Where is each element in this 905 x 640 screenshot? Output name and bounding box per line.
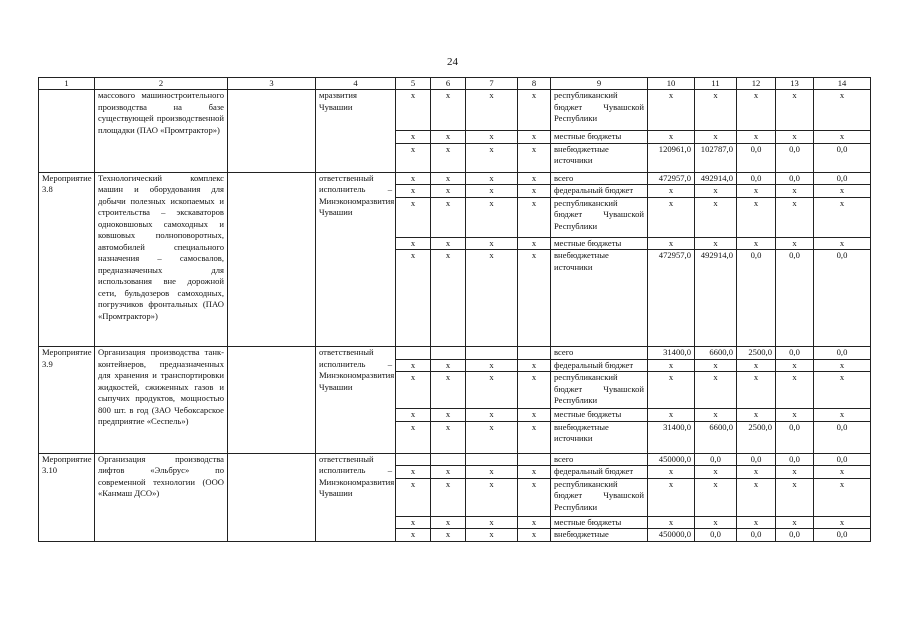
- value-cell: x: [648, 372, 695, 409]
- value-cell: 0,0: [695, 453, 737, 466]
- value-cell: 0,0: [776, 250, 814, 347]
- value-cell: 0,0: [814, 143, 871, 172]
- cell-x: x: [396, 90, 431, 131]
- activity-label: Мероприятие 3.8: [39, 172, 95, 347]
- cell-x: x: [466, 131, 518, 144]
- value-cell: x: [814, 478, 871, 516]
- cell-x: x: [431, 478, 466, 516]
- value-cell: 0,0: [737, 453, 776, 466]
- cell-x: x: [396, 237, 431, 250]
- value-cell: 0,0: [776, 347, 814, 360]
- value-cell: x: [776, 466, 814, 479]
- cell-x: x: [431, 372, 466, 409]
- funding-source: федеральный бюджет: [551, 359, 648, 372]
- cell-x: x: [396, 516, 431, 529]
- cell-x: x: [518, 478, 551, 516]
- value-cell: x: [695, 131, 737, 144]
- value-cell: 0,0: [776, 421, 814, 453]
- value-cell: x: [648, 466, 695, 479]
- value-cell: x: [776, 185, 814, 198]
- cell-x: x: [518, 197, 551, 237]
- value-cell: x: [737, 197, 776, 237]
- value-cell: 492914,0: [695, 250, 737, 347]
- cell-x: x: [466, 529, 518, 542]
- empty-cell: [228, 90, 316, 173]
- cell-x: x: [518, 237, 551, 250]
- value-cell: x: [776, 409, 814, 422]
- activity-label: Мероприятие 3.9: [39, 347, 95, 454]
- cell-x: x: [396, 359, 431, 372]
- activity-label: Мероприятие 3.10: [39, 453, 95, 541]
- value-cell: x: [776, 372, 814, 409]
- value-cell: x: [814, 185, 871, 198]
- funding-source: республиканский бюджет Чувашской Республики: [551, 478, 648, 516]
- column-number: 9: [551, 78, 648, 90]
- funding-source: местные бюджеты: [551, 516, 648, 529]
- column-number: 13: [776, 78, 814, 90]
- funding-source: внебюджетные: [551, 529, 648, 542]
- value-cell: x: [695, 197, 737, 237]
- cell-x: x: [396, 372, 431, 409]
- value-cell: 0,0: [814, 172, 871, 185]
- program-table: [38, 77, 871, 542]
- value-cell: x: [695, 466, 737, 479]
- value-cell: 6600,0: [695, 347, 737, 360]
- value-cell: 0,0: [695, 529, 737, 542]
- cell-x: x: [396, 421, 431, 453]
- value-cell: x: [737, 478, 776, 516]
- cell-x: x: [518, 143, 551, 172]
- cell-x: x: [518, 250, 551, 347]
- funding-source: всего: [551, 347, 648, 360]
- value-cell: x: [648, 90, 695, 131]
- cell-x: x: [431, 250, 466, 347]
- cell-x: x: [431, 143, 466, 172]
- cell-x: x: [518, 372, 551, 409]
- cell-x: x: [518, 359, 551, 372]
- value-cell: x: [695, 516, 737, 529]
- empty-cell: [466, 347, 518, 360]
- value-cell: x: [776, 197, 814, 237]
- table-row: [39, 453, 871, 466]
- column-number: 7: [466, 78, 518, 90]
- value-cell: x: [814, 466, 871, 479]
- empty-cell: [431, 453, 466, 466]
- cell-x: x: [431, 131, 466, 144]
- value-cell: 472957,0: [648, 250, 695, 347]
- column-number: 2: [95, 78, 228, 90]
- value-cell: 6600,0: [695, 421, 737, 453]
- empty-cell: [466, 453, 518, 466]
- value-cell: x: [695, 359, 737, 372]
- cell-x: x: [431, 516, 466, 529]
- value-cell: x: [814, 359, 871, 372]
- cell-x: x: [466, 516, 518, 529]
- cell-x: x: [431, 409, 466, 422]
- column-number: 11: [695, 78, 737, 90]
- value-cell: 472957,0: [648, 172, 695, 185]
- cell-x: x: [431, 359, 466, 372]
- cell-x: x: [518, 131, 551, 144]
- column-number: 4: [316, 78, 396, 90]
- cell-x: x: [466, 409, 518, 422]
- column-number: 10: [648, 78, 695, 90]
- value-cell: 0,0: [776, 172, 814, 185]
- value-cell: 0,0: [776, 453, 814, 466]
- activity-label: [39, 90, 95, 173]
- cell-x: x: [396, 172, 431, 185]
- activity-name: массового машиностроительного производства на базе существующей производственной площадки (ПАО «Промтрактор»): [95, 90, 228, 173]
- executor: ответственный исполнитель – Минэкономразвития Чувашии: [316, 347, 396, 454]
- funding-source: республиканский бюджет Чувашской Республики: [551, 372, 648, 409]
- cell-x: x: [466, 478, 518, 516]
- activity-name: Технологический комплекс машин и оборудования для добычи полезных ископаемых и строительства – экскаваторов одноковшовых самоходных и ковшовых полноповоротных, автомобилей специального назначения – самосвалов, предназначенных для использования вне дорожной сети, бульдозеров самоходных, погрузчиков фронтальных (ПАО «Промтрактор»): [95, 172, 228, 347]
- value-cell: x: [737, 466, 776, 479]
- cell-x: x: [466, 466, 518, 479]
- funding-source: республиканский бюджет Чувашской Республики: [551, 197, 648, 237]
- column-number-row: [39, 78, 871, 90]
- cell-x: x: [518, 466, 551, 479]
- value-cell: x: [776, 359, 814, 372]
- empty-cell: [431, 347, 466, 360]
- cell-x: x: [518, 529, 551, 542]
- cell-x: x: [396, 250, 431, 347]
- executor: мразвития Чувашии: [316, 90, 396, 173]
- funding-source: внебюджетные источники: [551, 143, 648, 172]
- value-cell: 2500,0: [737, 421, 776, 453]
- cell-x: x: [518, 172, 551, 185]
- funding-source: республиканский бюджет Чувашской Республики: [551, 90, 648, 131]
- value-cell: x: [648, 516, 695, 529]
- cell-x: x: [396, 143, 431, 172]
- value-cell: x: [814, 90, 871, 131]
- cell-x: x: [466, 372, 518, 409]
- value-cell: 31400,0: [648, 347, 695, 360]
- empty-cell: [228, 453, 316, 541]
- value-cell: x: [814, 372, 871, 409]
- funding-source: внебюджетные источники: [551, 250, 648, 347]
- value-cell: x: [648, 359, 695, 372]
- funding-source: федеральный бюджет: [551, 466, 648, 479]
- funding-source: местные бюджеты: [551, 237, 648, 250]
- cell-x: x: [518, 185, 551, 198]
- value-cell: x: [648, 409, 695, 422]
- value-cell: x: [737, 372, 776, 409]
- value-cell: x: [695, 372, 737, 409]
- cell-x: x: [466, 359, 518, 372]
- executor: ответственный исполнитель – Минэкономразвития Чувашии: [316, 453, 396, 541]
- column-number: 3: [228, 78, 316, 90]
- value-cell: x: [648, 185, 695, 198]
- value-cell: x: [814, 197, 871, 237]
- value-cell: x: [814, 131, 871, 144]
- funding-source: всего: [551, 453, 648, 466]
- column-number: 12: [737, 78, 776, 90]
- value-cell: x: [737, 516, 776, 529]
- value-cell: x: [737, 237, 776, 250]
- empty-cell: [518, 453, 551, 466]
- cell-x: x: [518, 90, 551, 131]
- value-cell: 0,0: [737, 143, 776, 172]
- value-cell: x: [648, 478, 695, 516]
- empty-cell: [396, 347, 431, 360]
- value-cell: 0,0: [814, 347, 871, 360]
- value-cell: x: [695, 237, 737, 250]
- value-cell: 450000,0: [648, 529, 695, 542]
- value-cell: x: [695, 478, 737, 516]
- empty-cell: [228, 172, 316, 347]
- funding-source: местные бюджеты: [551, 131, 648, 144]
- cell-x: x: [466, 185, 518, 198]
- activity-name: Организация производства танк-контейнеров, предназначенных для хранения и транспортировки жидкостей, сжиженных газов и сыпучих продуктов, мощностью 800 шт. в год (ЗАО Чебоксарское предприятие «Сеспель»): [95, 347, 228, 454]
- cell-x: x: [466, 90, 518, 131]
- value-cell: x: [737, 131, 776, 144]
- column-number: 14: [814, 78, 871, 90]
- empty-cell: [228, 347, 316, 454]
- value-cell: 0,0: [814, 250, 871, 347]
- cell-x: x: [518, 516, 551, 529]
- cell-x: x: [518, 409, 551, 422]
- value-cell: 450000,0: [648, 453, 695, 466]
- value-cell: x: [776, 478, 814, 516]
- cell-x: x: [431, 90, 466, 131]
- value-cell: 2500,0: [737, 347, 776, 360]
- cell-x: x: [431, 172, 466, 185]
- page-number: 24: [447, 56, 458, 68]
- table-row: [39, 347, 871, 360]
- value-cell: x: [776, 90, 814, 131]
- activity-name: Организация производства лифтов «Эльбрус» по современной технологии (ООО «Канмаш ДСО»): [95, 453, 228, 541]
- value-cell: 0,0: [814, 529, 871, 542]
- empty-cell: [396, 453, 431, 466]
- cell-x: x: [431, 466, 466, 479]
- value-cell: 0,0: [737, 172, 776, 185]
- cell-x: x: [466, 172, 518, 185]
- cell-x: x: [396, 466, 431, 479]
- value-cell: 0,0: [737, 250, 776, 347]
- funding-source: федеральный бюджет: [551, 185, 648, 198]
- value-cell: 102787,0: [695, 143, 737, 172]
- table-row: [39, 90, 871, 131]
- funding-source: внебюджетные источники: [551, 421, 648, 453]
- funding-source: всего: [551, 172, 648, 185]
- cell-x: x: [431, 529, 466, 542]
- value-cell: x: [814, 516, 871, 529]
- value-cell: x: [737, 359, 776, 372]
- cell-x: x: [466, 143, 518, 172]
- funding-source: местные бюджеты: [551, 409, 648, 422]
- cell-x: x: [396, 409, 431, 422]
- cell-x: x: [466, 421, 518, 453]
- cell-x: x: [396, 185, 431, 198]
- value-cell: x: [695, 185, 737, 198]
- value-cell: x: [776, 237, 814, 250]
- cell-x: x: [466, 250, 518, 347]
- value-cell: 0,0: [814, 421, 871, 453]
- value-cell: x: [648, 197, 695, 237]
- value-cell: 0,0: [814, 453, 871, 466]
- column-number: 1: [39, 78, 95, 90]
- column-number: 6: [431, 78, 466, 90]
- cell-x: x: [431, 197, 466, 237]
- column-number: 8: [518, 78, 551, 90]
- value-cell: x: [737, 90, 776, 131]
- value-cell: x: [814, 237, 871, 250]
- empty-cell: [518, 347, 551, 360]
- cell-x: x: [518, 421, 551, 453]
- value-cell: x: [648, 237, 695, 250]
- value-cell: x: [737, 409, 776, 422]
- value-cell: x: [776, 516, 814, 529]
- executor: ответственный исполнитель – Минэкономразвития Чувашии: [316, 172, 396, 347]
- value-cell: x: [776, 131, 814, 144]
- cell-x: x: [396, 529, 431, 542]
- cell-x: x: [466, 237, 518, 250]
- value-cell: 492914,0: [695, 172, 737, 185]
- value-cell: x: [695, 409, 737, 422]
- value-cell: 120961,0: [648, 143, 695, 172]
- value-cell: x: [814, 409, 871, 422]
- cell-x: x: [431, 237, 466, 250]
- table-row: [39, 172, 871, 185]
- value-cell: x: [737, 185, 776, 198]
- value-cell: x: [695, 90, 737, 131]
- cell-x: x: [466, 197, 518, 237]
- cell-x: x: [396, 197, 431, 237]
- cell-x: x: [396, 478, 431, 516]
- cell-x: x: [431, 185, 466, 198]
- value-cell: 0,0: [776, 143, 814, 172]
- value-cell: 0,0: [776, 529, 814, 542]
- cell-x: x: [431, 421, 466, 453]
- value-cell: x: [648, 131, 695, 144]
- value-cell: 0,0: [737, 529, 776, 542]
- value-cell: 31400,0: [648, 421, 695, 453]
- column-number: 5: [396, 78, 431, 90]
- cell-x: x: [396, 131, 431, 144]
